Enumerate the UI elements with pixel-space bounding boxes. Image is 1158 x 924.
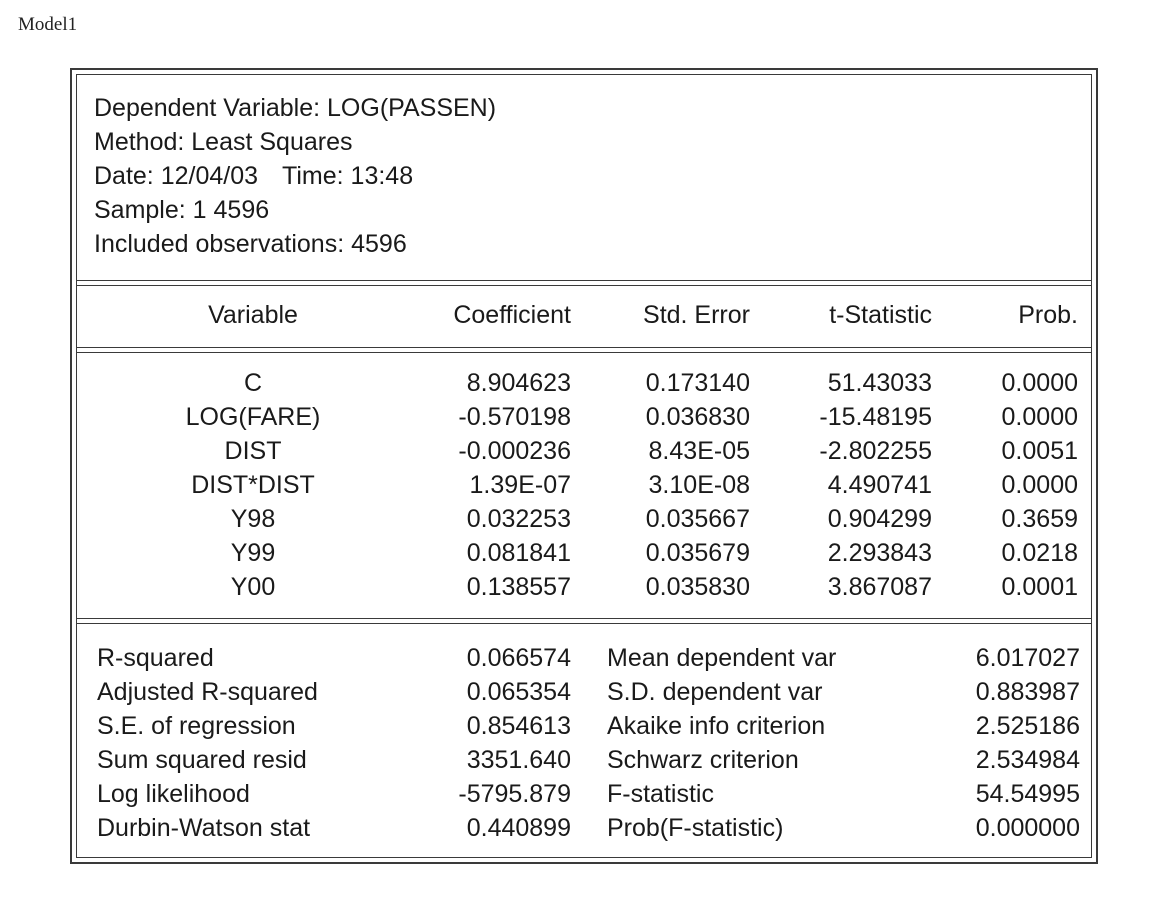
- variable-name: LOG(FARE): [185, 403, 321, 431]
- variable-name: DIST*DIST: [191, 471, 315, 499]
- stat-label: S.E. of regression: [97, 712, 296, 740]
- std-error-value: 0.036830: [645, 403, 750, 431]
- stat-label: Log likelihood: [97, 780, 250, 808]
- stat-value: 0.883987: [975, 678, 1080, 706]
- stat-value: 2.525186: [975, 712, 1080, 740]
- coefficient-value: 0.032253: [466, 505, 571, 533]
- prob-value: 0.0000: [1001, 471, 1078, 499]
- document-title: Model1: [18, 14, 78, 35]
- stats-separator: [77, 618, 1091, 619]
- stat-label: S.D. dependent var: [607, 678, 823, 706]
- method-line: [94, 125, 353, 159]
- coefficient-value: 1.39E-07: [469, 471, 571, 499]
- date-time-line: [94, 159, 413, 193]
- variable-name: Y98: [230, 505, 276, 533]
- t-statistic-value: 2.293843: [827, 539, 932, 567]
- coefficient-value: 0.081841: [466, 539, 571, 567]
- column-header-prob: Prob.: [1018, 301, 1078, 329]
- column-header-variable: Variable: [208, 301, 298, 329]
- column-header-std-error: Std. Error: [643, 301, 750, 329]
- header-separator-double: [77, 285, 1091, 286]
- column-header-coefficient: Coefficient: [453, 301, 571, 329]
- stat-value: 0.000000: [975, 814, 1080, 842]
- stat-value: 2.534984: [975, 746, 1080, 774]
- stat-label: Durbin-Watson stat: [97, 814, 311, 842]
- included-observations: Included observations: 4596: [94, 230, 407, 258]
- dependent-variable-line: [94, 91, 496, 125]
- dependent-variable: Dependent Variable: LOG(PASSEN): [94, 94, 497, 122]
- t-statistic-value: 0.904299: [827, 505, 932, 533]
- stat-label: Akaike info criterion: [607, 712, 826, 740]
- coefficient-value: 0.138557: [466, 573, 571, 601]
- stat-label: Prob(F-statistic): [607, 814, 784, 842]
- stat-label: F-statistic: [607, 780, 714, 808]
- stat-value: 0.440899: [466, 814, 571, 842]
- variable-name: Y99: [230, 539, 276, 567]
- std-error-value: 0.035679: [645, 539, 750, 567]
- std-error-value: 0.035830: [645, 573, 750, 601]
- stat-value: 54.54995: [975, 780, 1080, 808]
- stat-label: R-squared: [97, 644, 214, 672]
- t-statistic-value: -2.802255: [819, 437, 932, 465]
- variable-name: Y00: [230, 573, 276, 601]
- prob-value: 0.0000: [1001, 369, 1078, 397]
- stat-label: Sum squared resid: [97, 746, 307, 774]
- stat-value: 0.065354: [466, 678, 571, 706]
- t-statistic-value: -15.48195: [819, 403, 932, 431]
- stat-value: 0.854613: [466, 712, 571, 740]
- prob-value: 0.3659: [1001, 505, 1078, 533]
- method: Method: Least Squares: [94, 128, 353, 156]
- t-statistic-value: 3.867087: [827, 573, 932, 601]
- stat-label: Mean dependent var: [607, 644, 837, 672]
- stats-separator-double: [77, 623, 1091, 624]
- header-separator: [77, 280, 1091, 281]
- variable-name: C: [243, 369, 263, 397]
- prob-value: 0.0218: [1001, 539, 1078, 567]
- t-statistic-value: 4.490741: [827, 471, 932, 499]
- t-statistic-value: 51.43033: [827, 369, 932, 397]
- sample-line: [94, 193, 269, 227]
- sample: Sample: 1 4596: [94, 196, 270, 224]
- stat-label: Schwarz criterion: [607, 746, 799, 774]
- included-observations-line: [94, 227, 407, 261]
- stat-value: 3351.640: [466, 746, 571, 774]
- stat-value: 6.017027: [975, 644, 1080, 672]
- date: Date: 12/04/03: [94, 162, 259, 190]
- std-error-value: 3.10E-08: [648, 471, 750, 499]
- std-error-value: 0.035667: [645, 505, 750, 533]
- stat-label: Adjusted R-squared: [97, 678, 318, 706]
- columns-separator: [77, 347, 1091, 348]
- time: Time: 13:48: [282, 162, 414, 190]
- variable-name: DIST: [224, 437, 282, 465]
- std-error-value: 8.43E-05: [648, 437, 750, 465]
- stat-value: 0.066574: [466, 644, 571, 672]
- stat-value: -5795.879: [458, 780, 571, 808]
- column-header-t-statistic: t-Statistic: [829, 301, 932, 329]
- coefficient-value: -0.000236: [458, 437, 571, 465]
- prob-value: 0.0000: [1001, 403, 1078, 431]
- coefficient-value: -0.570198: [458, 403, 571, 431]
- coefficient-value: 8.904623: [466, 369, 571, 397]
- prob-value: 0.0051: [1001, 437, 1078, 465]
- prob-value: 0.0001: [1001, 573, 1078, 601]
- std-error-value: 0.173140: [645, 369, 750, 397]
- columns-separator-double: [77, 352, 1091, 353]
